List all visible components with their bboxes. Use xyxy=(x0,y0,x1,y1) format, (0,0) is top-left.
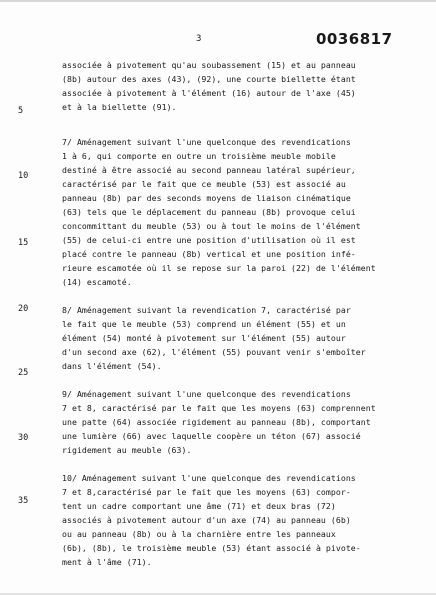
text-line: dans l'élément (54). xyxy=(62,361,162,371)
text-line: ment à l'âme (71). xyxy=(62,557,152,567)
text-line: destiné à être associé au second panneau latéral supérieur, xyxy=(62,165,356,175)
claims-text xyxy=(62,58,432,569)
text-line: (8b) autour des axes (43), (92), une courte biellette étant xyxy=(62,74,356,84)
text-line: (6b), (8b), le troisième meuble (53) étant associé à pivote- xyxy=(62,543,361,553)
text-line: rieure escamotée où il se repose sur la paroi (22) de l'élément xyxy=(62,263,376,273)
text-line: le fait que le meuble (53) comprend un élément (55) et un xyxy=(62,319,346,329)
text-line: 10/ Aménagement suivant l'une quelconque des revendications xyxy=(62,473,356,483)
margin-line-number: 15 xyxy=(18,238,29,248)
text-line: 1 à 6, qui comporte en outre un troisième meuble mobile xyxy=(62,151,336,161)
text-line: panneau (8b) par des seconds moyens de liaison cinématique xyxy=(62,193,351,203)
margin-line-number: 25 xyxy=(18,368,29,378)
margin-line-number: 10 xyxy=(18,171,29,181)
text-line: élément (54) monté à pivotement sur l'élément (55) autour xyxy=(62,333,346,343)
text-line: d'un second axe (62), l'élément (55) pouvant venir s'emboîter xyxy=(62,347,366,357)
margin-line-number: 20 xyxy=(18,304,29,314)
text-line: 7/ Aménagement suivant l'une quelconque des revendications xyxy=(62,137,351,147)
text-line: et à la biellette (91). xyxy=(62,102,177,112)
page-number: 3 xyxy=(196,34,202,44)
text-line: 8/ Aménagement suivant la revendication 7, caractérisé par xyxy=(62,305,351,315)
text-line: 7 et 8,caractérisé par le fait que les moyens (63) compor- xyxy=(62,487,351,497)
text-line: caractérisé par le fait que ce meuble (53) est associé au xyxy=(62,179,346,189)
text-line: associée à pivotement qu'au soubassement (15) et au panneau xyxy=(62,60,356,70)
text-line: une lumière (66) avec laquelle coopère un téton (67) associé xyxy=(62,431,361,441)
text-line: placé contre le panneau (8b) vertical et une position infé- xyxy=(62,249,356,259)
text-line: associés à pivotement autour d'un axe (74) au panneau (6b) xyxy=(62,515,351,525)
text-line: tent un cadre comportant une âme (71) et deux bras (72) xyxy=(62,501,336,511)
text-line: ou au panneau (8b) ou à la charnière entre les panneaux xyxy=(62,529,336,539)
margin-line-number: 30 xyxy=(18,433,29,443)
text-line: une patte (64) associée rigidement au panneau (8b), comportant xyxy=(62,417,371,427)
text-line: associée à pivotement à l'élément (16) autour de l'axe (45) xyxy=(62,88,356,98)
margin-line-number: 35 xyxy=(18,496,29,506)
text-line: (14) escamoté. xyxy=(62,277,132,287)
text-line: 7 et 8, caractérisé par le fait que les moyens (63) comprennent xyxy=(62,403,376,413)
document-number: 0036817 xyxy=(316,30,393,48)
text-line: (63) tels que le déplacement du panneau (8b) provoque celui xyxy=(62,207,356,217)
margin-line-number: 5 xyxy=(18,106,24,116)
text-line: 9/ Aménagement suivant l'une quelconque des revendications xyxy=(62,389,351,399)
text-line: rigidement au meuble (63). xyxy=(62,445,192,455)
text-line: (55) de celui-ci entre une position d'utilisation où il est xyxy=(62,235,356,245)
text-line: concommittant du meuble (53) ou à tout le moins de l'élément xyxy=(62,221,361,231)
scan-edge-top xyxy=(0,0,436,2)
